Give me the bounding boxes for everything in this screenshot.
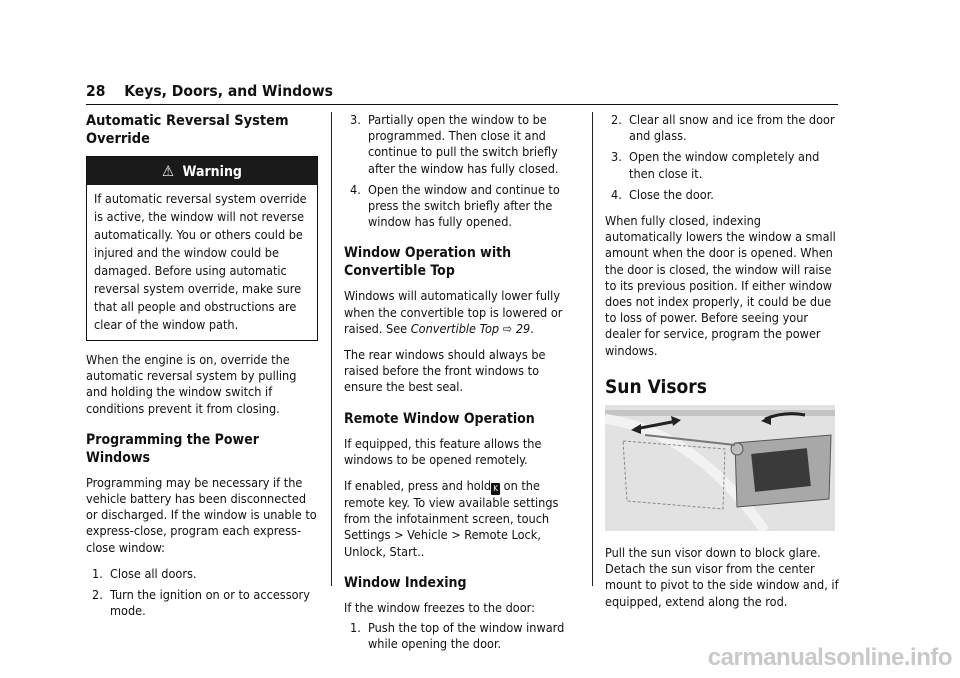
paragraph-freeze: If the window freezes to the door:: [344, 599, 535, 615]
chapter-title: Keys, Doors, and Windows: [124, 82, 333, 100]
list-item: 4. Open the window and continue to press the switch briefly after the window has fully opened.: [350, 181, 560, 230]
column-divider: [331, 112, 332, 586]
list-item: 4. Close the door.: [611, 186, 714, 202]
warning-header: [87, 157, 317, 185]
list-item: 2. Clear all snow and ice from the door and glass.: [611, 112, 835, 144]
column-middle: [344, 112, 580, 662]
sun-visor-illustration: [605, 405, 835, 531]
column-divider: [592, 112, 593, 586]
xref-arrow-icon: ⇨: [502, 320, 513, 336]
list-item: 2. Turn the ignition on or to accessory mode.: [92, 587, 310, 619]
heading-convertible-top: Window Operation with Convertible Top: [344, 245, 512, 280]
warning-label: Warning: [182, 164, 242, 180]
paragraph-programming: Programming may be necessary if the vehicle battery has been disconnected or discharged. If the window is unable to express-close, program each express-close window:: [86, 474, 317, 555]
page-header: [86, 82, 838, 105]
remote-start-key-icon: K: [491, 483, 500, 495]
paragraph-rear-windows: The rear windows should always be raised before the front windows to ensure the best seal.: [344, 347, 546, 395]
column-left: [86, 112, 318, 629]
list-item: 1. Push the top of the window inward while opening the door.: [350, 620, 565, 652]
paragraph-override: When the engine is on, override the automatic reversal system by pulling and holding the window switch if conditions prevent it from closing.: [86, 352, 297, 416]
heading-remote-window: Remote Window Operation: [344, 410, 535, 427]
warning-box: [86, 156, 318, 341]
page-number: 28: [86, 82, 106, 100]
paragraph-convertible: Windows will automatically lower fully when the convertible top is lowered or raised. See Convertible Top ⇨ 29.: [344, 288, 563, 336]
list-item: 1. Close all doors.: [92, 565, 197, 581]
programming-steps-list: [86, 566, 318, 620]
watermark: carmanualsonline.info: [707, 644, 952, 671]
heading-sun-visors: Sun Visors: [605, 375, 707, 398]
warning-icon: ⚠: [162, 162, 175, 180]
programming-steps-continued: [344, 112, 580, 230]
paragraph-indexing: When fully closed, indexing automatically lowers the window a small amount when the door is opened. When the door is closed, the window will raise to its previous position. If either window does not index properly, it could be due to loss of power. Before seeing your dealer for service, program the power windows.: [605, 213, 836, 358]
heading-auto-reversal-override: Automatic Reversal System Override: [86, 113, 289, 147]
warning-text: If automatic reversal system override is active, the window will not reverse automatically. You or others could be injured and the window could be damaged. Before using automatic reversal system override, make sure that all people and obstructions are clear of the window path.: [94, 191, 307, 332]
heading-window-indexing: Window Indexing: [344, 574, 467, 591]
paragraph-remote-equipped: If equipped, this feature allows the windows to be opened remotely.: [344, 435, 542, 467]
list-item: 3. Open the window completely and then close it.: [611, 149, 820, 181]
xref-convertible-top[interactable]: Convertible Top ⇨ 29: [410, 320, 531, 336]
indexing-steps-list: [344, 620, 580, 652]
indexing-steps-continued: [605, 112, 839, 203]
paragraph-sun-visor: Pull the sun visor down to block glare. Detach the sun visor from the center mount to pivot to the side window and, if equipped, extend along the rod.: [605, 545, 839, 609]
list-item: 3. Partially open the window to be programmed. Then close it and continue to pull the switch briefly after the window has fully closed.: [350, 112, 559, 176]
heading-programming-windows: Programming the Power Windows: [86, 431, 259, 466]
paragraph-remote-hold: If enabled, press and hold K on the remote key. To view available settings from the infotainment screen, touch Settings > Vehicle > Remote Lock, Unlock, Start..: [344, 478, 559, 559]
column-right: [605, 112, 839, 620]
